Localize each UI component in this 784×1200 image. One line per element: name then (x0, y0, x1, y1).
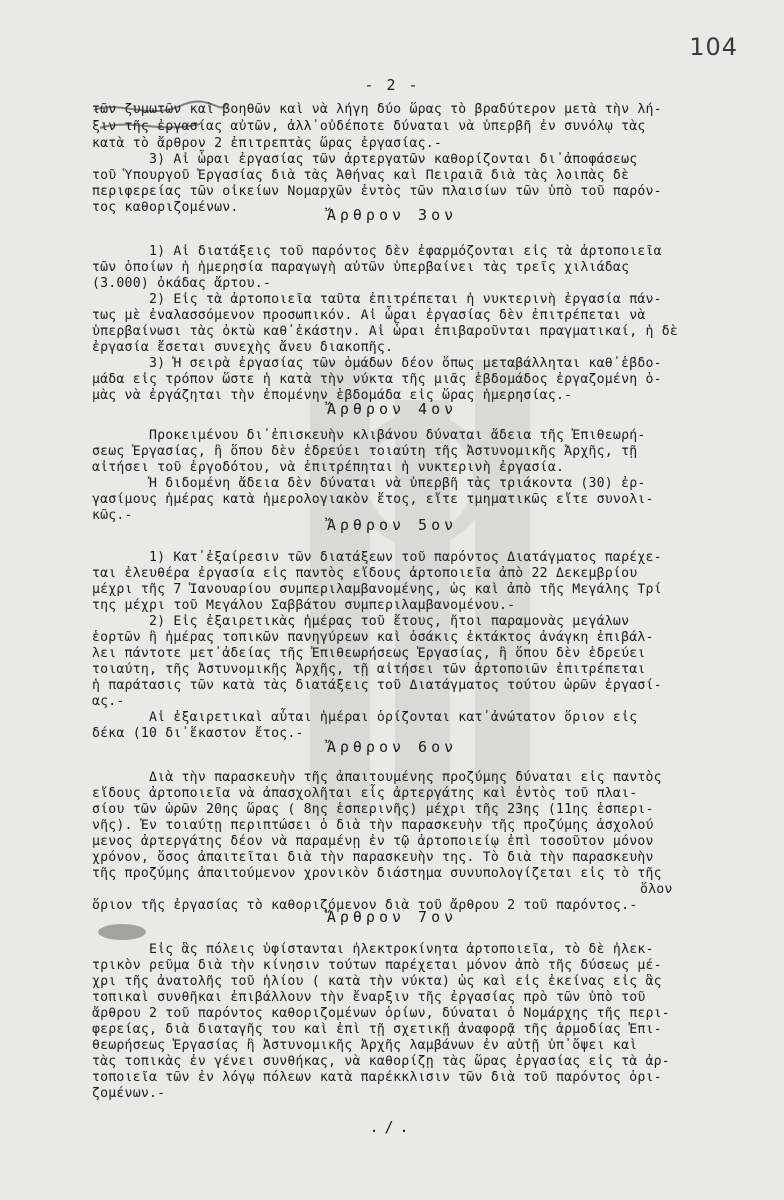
text-line: κῶς.- (92, 508, 133, 523)
text-line: σεως Ἐργασίας, ἢ ὅπου δὲν ἑδρεύει τοιαύτη τῆς Ἀστυνομικῆς Ἀρχῆς, τῇ (92, 444, 638, 459)
text-line: μενος ἀρτεργάτης δέον νὰ παραμένῃ ἐν τῷ ἀρτοποιείῳ ἐπὶ τοσοῦτον μόνον (92, 834, 654, 849)
text-line: 2) Εἰς ἐξαιρετικὰς ἡμέρας τοῦ ἔτους, ἤτοι παραμονὰς μεγάλων (92, 614, 630, 629)
text-line: μέχρι τῆς 7 Ἰανουαρίου συμπεριλαμβανομένης, ὡς καὶ ἀπὸ τῆς Μεγάλης Τρί (92, 582, 662, 597)
text-line: 2) Εἰς τὰ ἀρτοποιεῖα ταῦτα ἐπιτρέπεται ἡ νυκτερινὴ ἐργασία πάν- (92, 292, 662, 307)
text-line: τοῦ Ὑπουργοῦ Ἐργασίας διὰ τὰς Ἀθήνας καὶ Πειραιᾶ διὰ τὰς λοιπὰς δὲ (92, 168, 630, 183)
text-line: Προκειμένου δι᾽ἐπισκευὴν κλιβάνου δύναται ἄδεια τῆς Ἐπιθεωρή- (92, 428, 646, 443)
text-line: ξιν τῆς ἐργασίας αὐτῶν, ἀλλ᾽οὐδέποτε δύναται νὰ ὑπερβῆ ἐν συνόλῳ τὰς (92, 119, 646, 134)
text-line: τοπικαὶ συνθῆκαι ἐπιβάλλουν τὴν ἔναρξιν τῆς ἐργασίας πρὸ τῶν ὑπὸ τοῦ (92, 990, 646, 1005)
text-line: μάδα εἰς τρόπον ὥστε ἡ κατὰ τὴν νύκτα τῆς μιᾶς ἑβδομάδος ἐργαζομένη ὁ- (92, 372, 662, 387)
text-line: αἰτήσει τοῦ ἐργοδότου, νὰ ἐπιτρέπηται ἡ νυκτερινὴ ἐργασία. (92, 460, 565, 475)
text-line: Ἡ διδομένη ἄδεια δὲν δύναται νὰ ὑπερβῆ τὰς τριάκοντα (30) ἐρ- (92, 476, 646, 491)
text-line: δέκα (10 δι᾽ἕκαστον ἔτος.- (92, 726, 304, 741)
text-line: 1) Αἱ διατάξεις τοῦ παρόντος δὲν ἐφαρμόζονται εἰς τὰ ἀρτοποιεῖα (92, 244, 662, 259)
text-line: λει πάντοτε μετ᾽ἀδείας τῆς Ἐπιθεωρήσεως Ἐργασίας, ἢ ὅπου δὲν ἑδρεύει (92, 646, 646, 661)
text-line: Εἰς ἃς πόλεις ὑφίστανται ἠλεκτροκίνητα ἀρτοποιεῖα, τὸ δὲ ἠλεκ- (92, 942, 654, 957)
text-line: μὰς νὰ ἐργάζηται τὴν ἐπομένην ἑβδομάδα εἰς ὥρας ἡμερησίας.- (92, 388, 573, 403)
handwritten-page-number: 104 (689, 33, 738, 61)
article-heading: Ἄρθρον 7ον (326, 908, 458, 926)
text-line: ὅριον τῆς ἐργασίας τὸ καθοριζόμενον διὰ τοῦ ἄρθρου 2 τοῦ παρόντος.- (92, 898, 638, 913)
text-line: (3.000) ὀκάδας ἄρτου.- (92, 276, 272, 291)
text-line: φερείας, διὰ διαταγῆς του καὶ ἐπὶ τῇ σχετικῇ ἀναφορᾷ τῆς ἁρμοδίας Ἐπι- (92, 1022, 662, 1037)
text-line: 3) Αἱ ὧραι ἐργασίας τῶν ἀρτεργατῶν καθορίζονται δι᾽ἀποφάσεως (92, 152, 638, 167)
text-line: ἄρθρου 2 τοῦ παρόντος καθοριζομένων ὁρίων, δύναται ὁ Νομάρχης τῆς περι- (92, 1006, 670, 1021)
text-line: τῶν ὁποίων ἡ ἡμερησία παραγωγὴ αὐτῶν ὑπερβαίνει τὰς τρεῖς χιλιάδας (92, 260, 630, 275)
article-heading: Ἄρθρον 6ον (326, 738, 458, 756)
text-line: τος καθοριζομένων. (92, 200, 239, 215)
article-heading: Ἄρθρον 5ον (326, 516, 458, 534)
text-line: σίου τῶν ὡρῶν 20ης ὥρας ( 8ης ἑσπερινῆς) μέχρι τῆς 23ης (11ης ἑσπερι- (92, 802, 654, 817)
text-line: τως μὲ ἐναλασσόμενον προσωπικόν. Αἱ ὧραι ἐργασίας δὲν ἐπιτρέπεται νὰ (92, 308, 646, 323)
text-line: περιφερείας τῶν οἰκείων Νομαρχῶν ἐντὸς τῶν πλαισίων τῶν ὑπὸ τοῦ παρόν- (92, 184, 662, 199)
article-heading: Ἄρθρον 3ον (326, 206, 458, 224)
text-line: νῆς). Ἐν τοιαύτῃ περιπτώσει ὁ διὰ τὴν παρασκευὴν τῆς προζύμης ἀσχολού (92, 818, 654, 833)
text-line: γασίμους ἡμέρας κατὰ ἡμερολογιακὸν ἔτος, εἴτε τμηματικῶς εἴτε συνολι- (92, 492, 654, 507)
text-line: τὰς τοπικὰς ἐν γένει συνθήκας, νὰ καθορίζῃ τὰς ὥρας ἐργασίας εἰς τὰ ἀρ- (92, 1054, 670, 1069)
text-line: Διὰ τὴν παρασκευὴν τῆς ἀπαιτουμένης προζύμης δύναται εἰς παντὸς (92, 770, 662, 785)
text-line: ἐργασία ἔσεται συνεχὴς ἄνευ διακοπῆς. (92, 340, 394, 355)
text-line: τρικὸν ρεῦμα διὰ τὴν κίνησιν τούτων παρέχεται μόνον ἀπὸ τῆς δύσεως μέ- (92, 958, 662, 973)
page-footer: ./. (369, 1118, 415, 1136)
text-line: ὑπερβαίνωσι τὰς ὀκτὼ καθ᾽ἑκάστην. Αἱ ὧραι ἐπιβαροῦνται πραγματικαί, ἡ δὲ (92, 324, 679, 339)
text-line: κατὰ τὸ ἄρθρον 2 ἐπιτρεπτὰς ὥρας ἐργασίας.- (92, 136, 443, 151)
text-line: τῶν ζυμωτῶν καὶ βοηθῶν καὶ νὰ λήγη δύο ὥρας τὸ βραδύτερον μετὰ τὴν λή- (92, 102, 662, 117)
text-line: ται ἐλευθέρα ἐργασία εἰς παντὸς εἴδους ἀρτοποιεῖα ἀπὸ 22 Δεκεμβρίου (92, 566, 638, 581)
article-heading: Ἄρθρον 4ον (326, 400, 458, 418)
text-line: τῆς προζύμης ἀπαιτούμενον χρονικὸν διάστημα συνυπολογίζεται εἰς τὸ τῆς (92, 866, 662, 881)
text-line: θεωρήσεως Ἐργασίας ἢ Ἀστυνομικῆς Ἀρχῆς λαμβάνων ἐν αὐτῇ ὑπ᾽ὄψει καὶ (92, 1038, 638, 1053)
text-line: χρι τῆς ἀνατολῆς τοῦ ἡλίου ( κατὰ τὴν νύκτα) ὡς καὶ εἰς ἐκείνας εἰς ἃς (92, 974, 662, 989)
page-header: - 2 - (364, 76, 420, 94)
text-line: ἑορτῶν ἢ ἡμέρας τοπικῶν πανηγύρεων καὶ ὁσάκις ἐκτάκτος ἀνάγκη ἐπιβάλ- (92, 630, 654, 645)
text-line: ζομένων.- (92, 1086, 166, 1101)
text-line: εἴδους ἀρτοποιεῖα νὰ ἀπασχολῆται εἷς ἀρτεργάτης καὶ ἐντὸς τοῦ πλαι- (92, 786, 638, 801)
text-line: τοποιεῖα τῶν ἐν λόγῳ πόλεων κατὰ παρέκκλισιν τῶν διὰ τοῦ παρόντος ὁρι- (92, 1070, 662, 1085)
text-line: ας.- (92, 694, 125, 709)
text-line: 1) Κατ᾽ἐξαίρεσιν τῶν διατάξεων τοῦ παρόντος Διατάγματος παρέχε- (92, 550, 662, 565)
text-line: ἡ παράτασις τῶν κατὰ τὰς διατάξεις τοῦ Διατάγματος τούτου ὡρῶν ἐργασί- (92, 678, 662, 693)
text-line: 3) Ἡ σειρὰ ἐργασίας τῶν ὁμάδων δέον ὅπως μεταβάλληται καθ᾽ἑβδο- (92, 356, 662, 371)
text-line: ὅλον (640, 882, 673, 897)
text-line: χρόνον, ὅσος ἀπαιτεῖται διὰ τὴν παρασκευὴν της. Τὸ διὰ τὴν παρασκευὴν (92, 850, 654, 865)
text-line: της μέχρι τοῦ Μεγάλου Σαββάτου συμπεριλαμβανομένου.- (92, 598, 516, 613)
text-line: Αἱ ἐξαιρετικαὶ αὗται ἡμέραι ὁρίζονται κατ᾽ἀνώτατον ὅριον εἰς (92, 710, 638, 725)
text-line: τοιαύτη, τῆς Ἀστυνομικῆς Ἀρχῆς, τῇ αἰτήσει τῶν ἀρτοποιῶν ἐπιτρέπεται (92, 662, 646, 677)
